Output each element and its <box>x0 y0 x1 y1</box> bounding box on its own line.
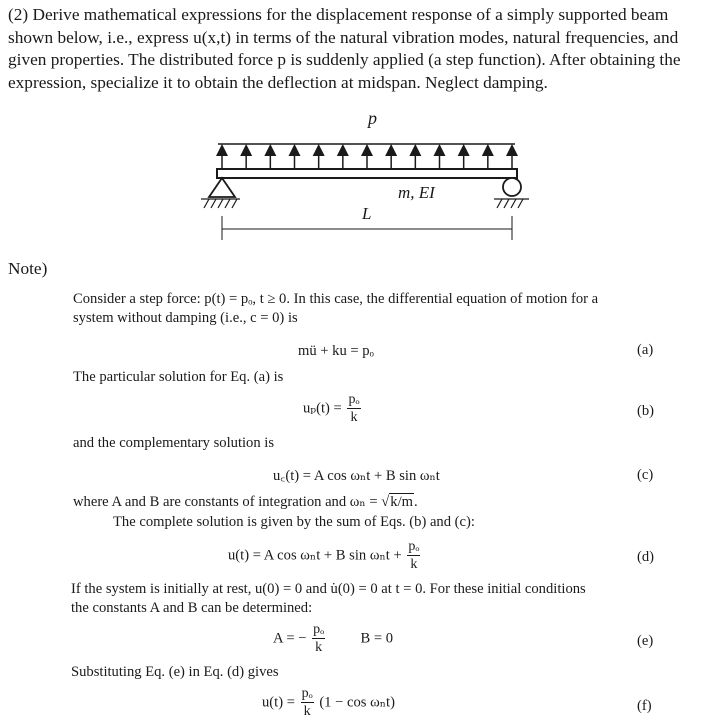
equation-d <box>228 540 422 572</box>
equation-e-tag: (e) <box>637 633 654 649</box>
note-para-4-text: where A and B are constants of integration and ωₙ = √ <box>73 494 390 510</box>
note-para-4-end: . <box>413 494 418 510</box>
equation-e-numerator: pₒ <box>313 622 325 637</box>
problem-statement: (2) Derive mathematical expressions for the displacement response of a simply supported beam shown below, i.e., express u(x,t) in terms of the natural vibration modes, natural frequencies, and given properties. The distributed force p is suddenly applied (a step function). After obtaining the expression, specialize it to obtain the deflection at midspan. Neglect damping. <box>8 5 681 92</box>
note-label: Note) <box>8 259 48 278</box>
equation-b-lhs: uₚ(t) = <box>303 400 342 417</box>
pin-support <box>201 178 240 208</box>
equation-f-lhs: u(t) = <box>262 694 295 711</box>
equation-f-denominator: k <box>303 704 311 719</box>
note-para-6b: the constants A and B can be determined: <box>71 600 313 616</box>
note-para-4 <box>73 492 418 512</box>
equation-e-lhs: A = − <box>273 630 307 647</box>
equation-d-tag: (d) <box>637 549 655 565</box>
equation-b-tag: (b) <box>637 403 655 419</box>
equation-c: u꜀(t) = A cos ωₙt + B sin ωₙt <box>273 468 440 484</box>
note-para-2: The particular solution for Eq. (a) is <box>73 369 284 385</box>
beam <box>217 169 517 178</box>
note-para-7: Substituting Eq. (e) in Eq. (d) gives <box>71 664 279 680</box>
equation-e-denominator: k <box>315 640 323 655</box>
load-arrows <box>222 150 512 168</box>
equation-e <box>273 623 393 655</box>
equation-e-b: B = 0 <box>360 630 394 647</box>
equation-a-tag: (a) <box>637 342 654 358</box>
equation-d-lhs: u(t) = A cos ωₙt + B sin ωₙt + <box>228 547 402 564</box>
equation-a: mü + ku = pₒ <box>298 343 374 359</box>
beam-figure <box>0 0 720 260</box>
equation-b-denominator: k <box>350 410 358 425</box>
span-label: L <box>362 204 372 223</box>
note-para-1b: system without damping (i.e., c = 0) is <box>73 310 298 326</box>
equation-f-fraction <box>301 687 314 719</box>
equation-f-tag: (f) <box>637 698 652 714</box>
equation-d-numerator: pₒ <box>408 539 420 554</box>
note-para-1: Consider a step force: p(t) = pₒ, t ≥ 0. In this case, the differential equation of motion for a <box>73 291 599 307</box>
note-para-3: and the complementary solution is <box>73 435 275 451</box>
equation-f <box>262 687 395 719</box>
note-para-6: If the system is initially at rest, u(0) = 0 and u̇(0) = 0 at t = 0. For these initial conditions <box>71 581 586 597</box>
note-para-5: The complete solution is given by the sum of Eqs. (b) and (c): <box>113 514 475 530</box>
equation-d-fraction <box>407 540 420 572</box>
beam-props-label: m, EI <box>398 183 435 202</box>
equation-b <box>303 393 363 425</box>
equation-c-tag: (c) <box>637 467 654 483</box>
sqrt-radicand: k/m <box>390 494 413 510</box>
equation-e-fraction <box>312 623 325 655</box>
roller-support <box>494 178 529 208</box>
load-label: p <box>368 108 377 128</box>
equation-b-numerator: pₒ <box>348 392 360 407</box>
equation-b-fraction <box>347 393 360 425</box>
equation-d-denominator: k <box>410 557 418 572</box>
equation-f-numerator: pₒ <box>301 686 313 701</box>
equation-f-rhs: (1 − cos ωₙt) <box>319 694 395 711</box>
